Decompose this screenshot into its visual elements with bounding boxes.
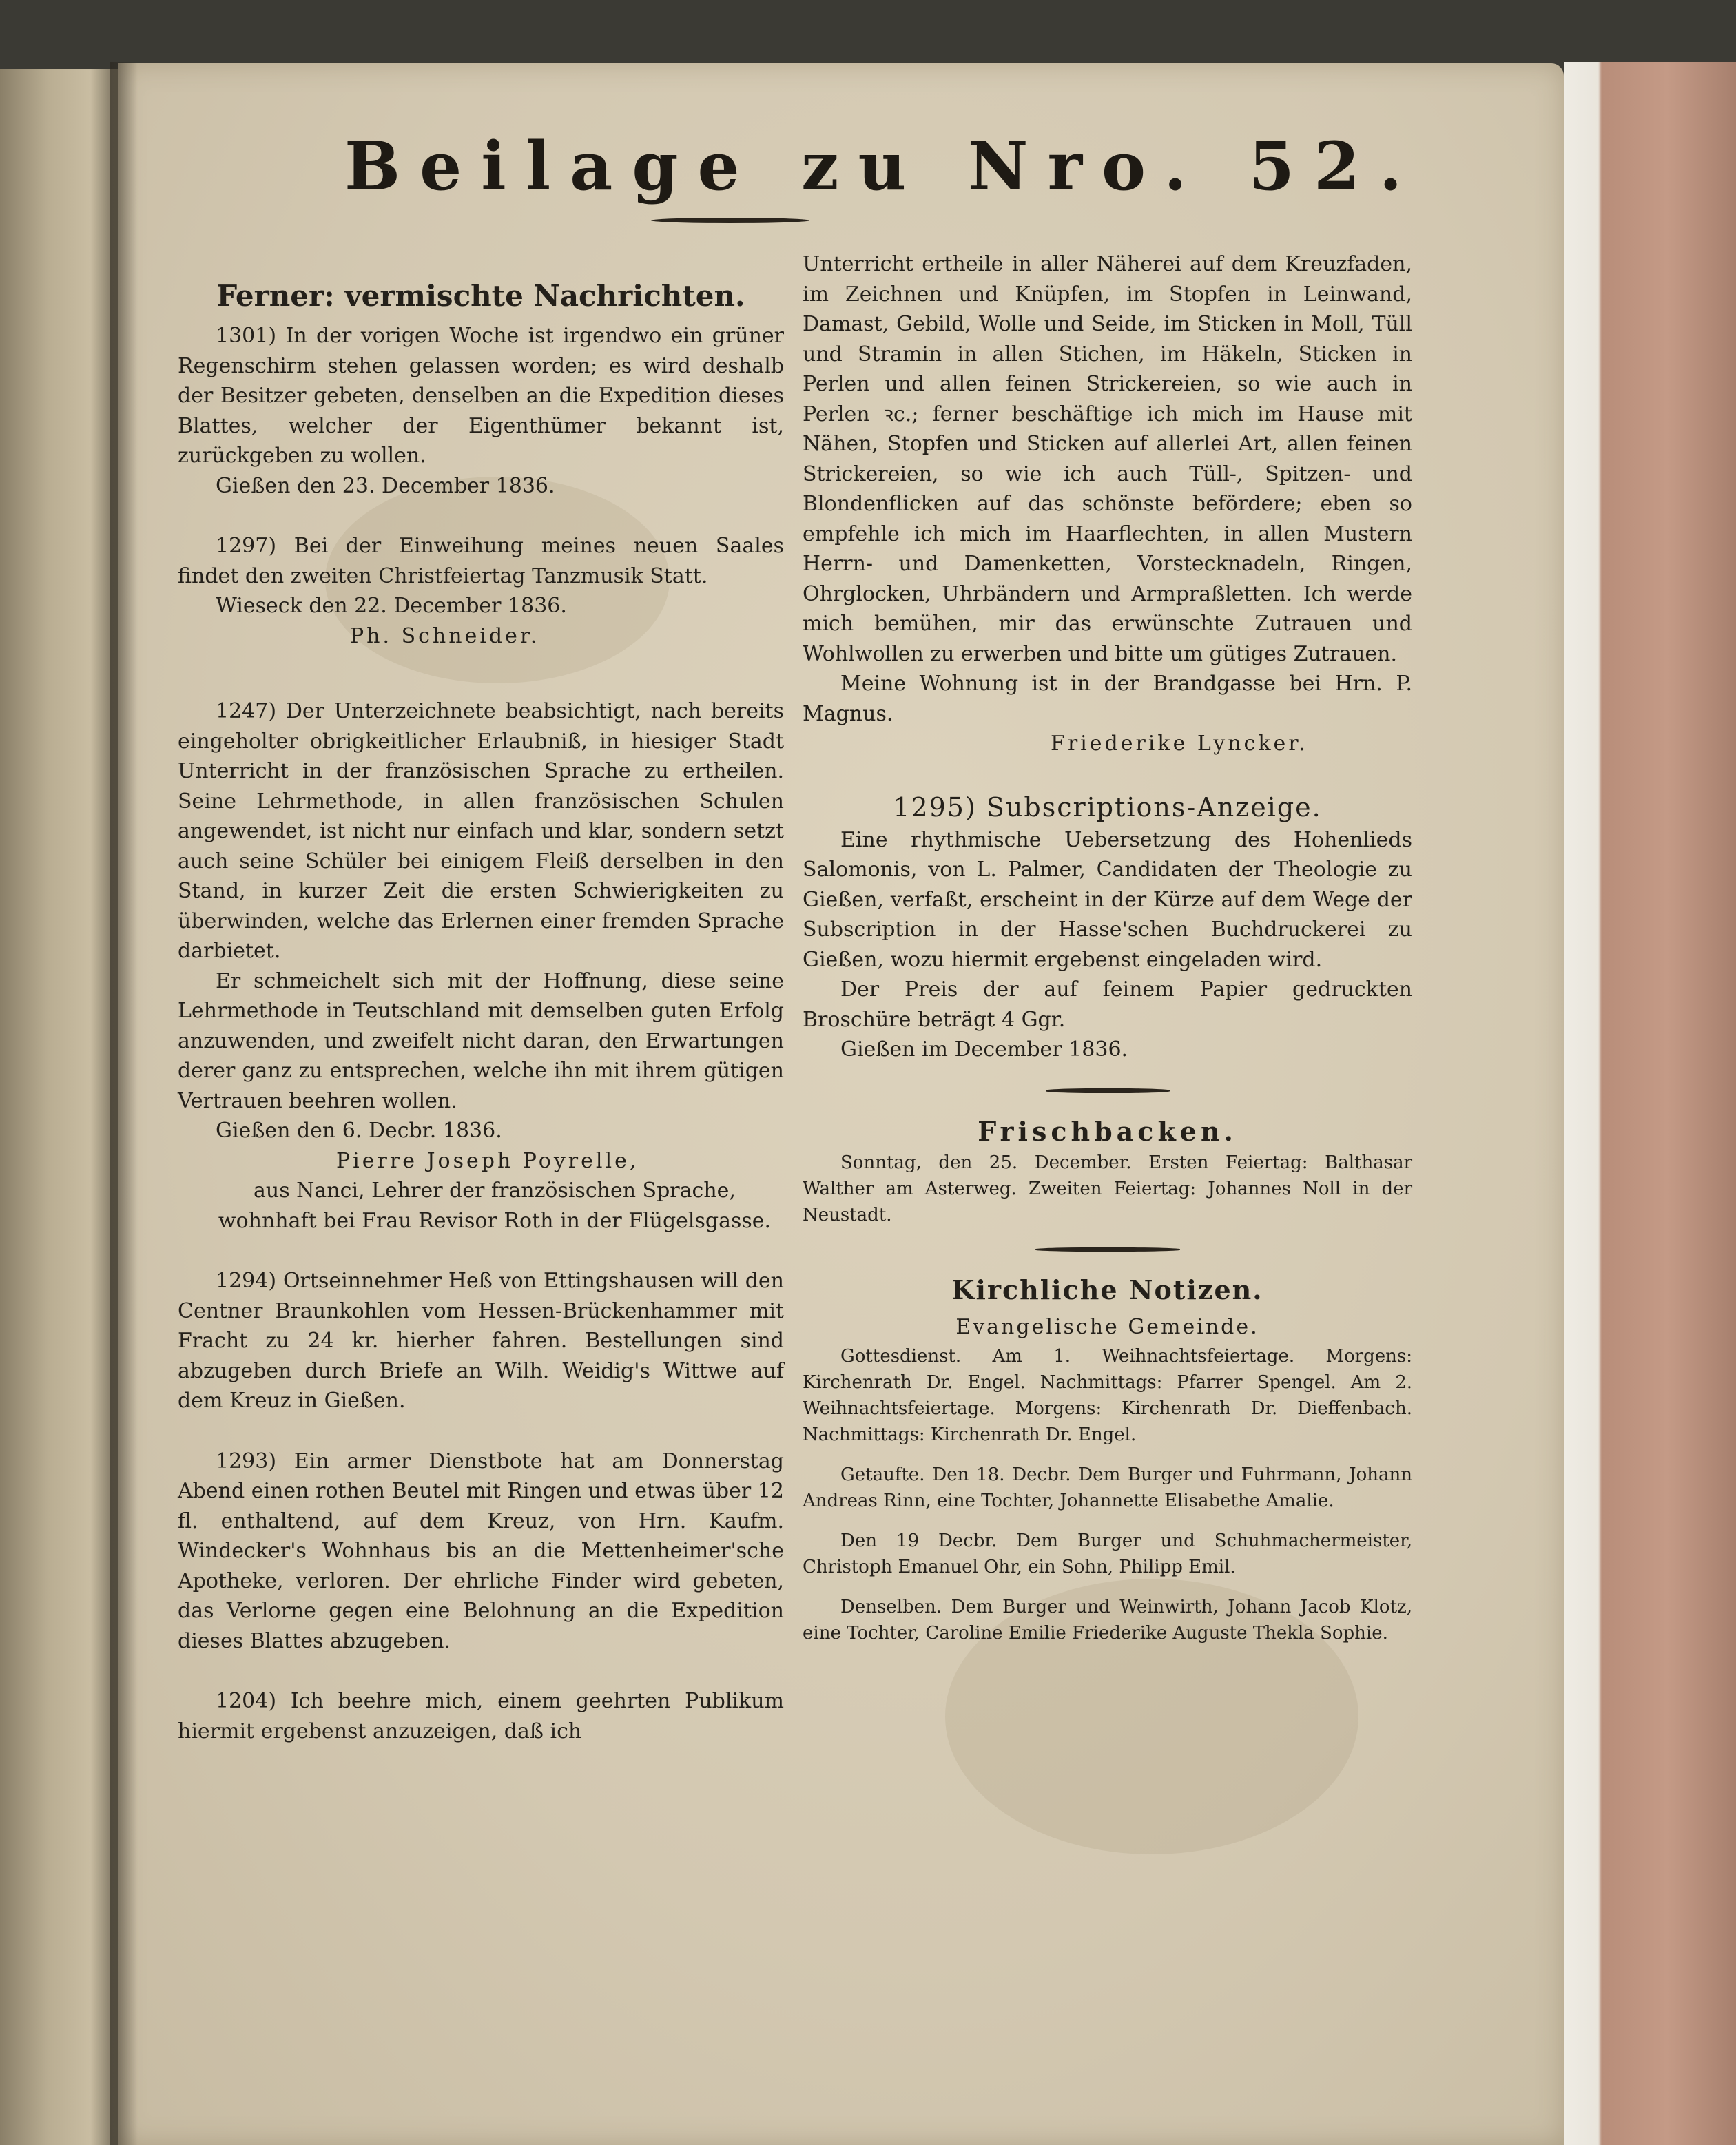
notice-1297 <box>178 531 784 651</box>
section-text: Sonntag, den 25. December. Ersten Feiertag: Balthasar Walther am Asterweg. Zweiten Feiertag: Johannes Noll in der Neustadt. <box>803 1152 1412 1225</box>
frischbacken-section <box>803 1114 1412 1228</box>
masthead-title: Beilage zu Nro. 52. <box>344 127 1422 205</box>
notice-text-2: Meine Wohnung ist in der Brandgasse bei Hrn. P. Magnus. <box>803 672 1412 726</box>
right-column <box>803 249 1412 1646</box>
facing-left-page-edge <box>0 69 121 2145</box>
gottesdienst-text: Gottesdienst. Am 1. Weihnachtsfeiertage. Morgens: Kirchenrath Dr. Engel. Nachmittags: Pfarrer Spengel. Am 2. Weihnachtsfeiertage. Morgens: Kirchenrath Dr. Dieffenbach. Nachmittags: Kirchenrath Dr. Engel. <box>803 1346 1412 1445</box>
notice-dateline: Gießen den 23. December 1836. <box>216 473 555 498</box>
notice-text: 1297) Bei der Einweihung meines neuen Saales findet den zweiten Christfeiertag Tanzmusik Statt. <box>178 534 784 588</box>
notice-text: 1204) Ich beehre mich, einem geehrten Publikum hiermit ergebenst anzuzeigen, daß ich <box>178 1689 784 1743</box>
notice-dateline: Gießen den 6. Decbr. 1836. <box>216 1119 502 1143</box>
notice-dateline: Wieseck den 22. December 1836. <box>216 594 567 618</box>
notice-text-2: Er schmeichelt sich mit der Hoffnung, diese seine Lehrmethode in Teutschland mit demselben guten Erfolg anzuwenden, und zweifelt nicht daran, den Erwartungen derer ganz zu entsprechen, welche ihn mit ihrem gütigen Vertrauen beehren wollen. <box>178 968 784 1113</box>
notice-dateline: Gießen im December 1836. <box>840 1037 1128 1061</box>
kirchliche-notizen-section <box>803 1272 1412 1647</box>
notice-1204 <box>178 1686 784 1746</box>
section-subheading: Evangelische Gemeinde. <box>955 1314 1259 1339</box>
notice-text: Eine rhythmische Uebersetzung des Hohenlieds Salomonis, von L. Palmer, Candidaten der Theologie zu Gießen, verfaßt, erscheint in der Kürze auf dem Wege der Subscription in der Hasse'schen Buchdruckerei zu Gießen, wozu hiermit ergebenst eingeladen wird. <box>803 827 1412 972</box>
notice-signature: Friederike Lyncker. <box>1051 732 1308 756</box>
section-heading: Kirchliche Notizen. <box>951 1274 1263 1305</box>
notice-signature: Ph. Schneider. <box>350 623 540 648</box>
getaufte-text: Getaufte. Den 18. Decbr. Dem Burger und Fuhrmann, Johann Andreas Rinn, eine Tochter, Johannette Elisabethe Amalie. <box>803 1464 1412 1511</box>
left-column <box>178 276 784 1746</box>
section-heading: Ferner: vermischte Nachrichten. <box>216 279 745 313</box>
notice-signature: Pierre Joseph Poyrelle, <box>336 1148 639 1173</box>
notice-1294 <box>178 1266 784 1416</box>
getaufte-text-2: Den 19 Decbr. Dem Burger und Schuhmachermeister, Christoph Emanuel Ohr, ein Sohn, Philipp Emil. <box>803 1531 1412 1577</box>
notice-text-2: Der Preis der auf feinem Papier gedruckten Broschüre beträgt 4 Ggr. <box>803 977 1412 1032</box>
notice-text: 1301) In der vorigen Woche ist irgendwo ein grüner Regenschirm stehen gelassen worden; es wird deshalb der Besitzer gebeten, denselben an die Expedition dieses Blattes, welcher der Eigenthümer bekannt ist, zurückgeben zu wollen. <box>178 324 784 468</box>
section-separator <box>1035 1247 1180 1252</box>
notice-text: Unterricht ertheile in aller Näherei auf dem Kreuzfaden, im Zeichnen und Knüpfen, im Stopfen in Leinwand, Damast, Gebild, Wolle und Seide, im Sticken in Moll, Tüll und Stramin in allen Stichen, im Häkeln, Sticken in Perlen und allen feinen Strickereien, so wie auch in Perlen ꝛc.; ferner beschäftige ich mich im Hause mit Nähen, Stopfen und Sticken auf allerlei Art, allen feinen Strickereien, so wie ich auch Tüll-, Spitzen- und Blondenflicken auf das schönste befördere; eben so empfehle ich mich im Haarflechten, in allen Mustern Herrn- und Damenketten, Vorstecknadeln, Ringen, Ohrglocken, Uhrbändern und Armpraßletten. Ich werde mich bemühen, mir das erwünschte Zutrauen und Wohlwollen zu erwerben und bitte um gütiges Zutrauen. <box>803 252 1412 666</box>
notice-text: 1294) Ortseinnehmer Heß von Ettingshausen will den Centner Braunkohlen vom Hessen-Brückenhammer mit Fracht zu 24 kr. hierher fahren. Bestellungen sind abzugeben durch Briefe an Wilh. Weidig's Wittwe auf dem Kreuz in Gießen. <box>178 1269 784 1413</box>
notice-1247 <box>178 696 784 1236</box>
notice-1204-continued <box>803 249 1412 759</box>
section-separator <box>1046 1088 1170 1093</box>
masthead-rule <box>651 218 809 223</box>
notice-1293 <box>178 1447 784 1657</box>
notice-1295 <box>803 789 1412 1065</box>
notice-address: aus Nanci, Lehrer der französischen Sprache, wohnhaft bei Frau Revisor Roth in der Flügelsgasse. <box>218 1179 772 1233</box>
notice-text: 1247) Der Unterzeichnete beabsichtigt, nach bereits eingeholter obrigkeitlicher Erlaubniß, in hiesiger Stadt Unterricht in der französischen Sprache zu ertheilen. Seine Lehrmethode, in allen französischen Schulen angewendet, ist nicht nur einfach und klar, sondern setzt auch seine Schüler bei einigem Fleiß derselben in den Stand, in kurzer Zeit die ersten Schwierigkeiten zu überwinden, welche das Erlernen einer fremden Sprache darbietet. <box>178 699 784 963</box>
getaufte-text-3: Denselben. Dem Burger und Weinwirth, Johann Jacob Klotz, eine Tochter, Caroline Emilie Friederike Auguste Thekla Sophie. <box>803 1597 1412 1644</box>
book-cover-board <box>1564 62 1736 2145</box>
section-heading: Frischbacken. <box>978 1115 1237 1147</box>
binding-shadow <box>110 62 138 2145</box>
notice-text: 1293) Ein armer Dienstbote hat am Donnerstag Abend einen rothen Beutel mit Ringen und etwas über 12 fl. enthaltend, auf dem Kreuz, von Hrn. Kaufm. Windecker's Wohnhaus bis an die Mettenheimer'sche Apotheke, verloren. Der ehrliche Finder wird gebeten, das Verlorne gegen eine Belohnung an die Expedition dieses Blattes abzugeben. <box>178 1449 784 1653</box>
notice-1301 <box>178 321 784 501</box>
notice-heading: 1295) Subscriptions-Anzeige. <box>893 791 1322 822</box>
